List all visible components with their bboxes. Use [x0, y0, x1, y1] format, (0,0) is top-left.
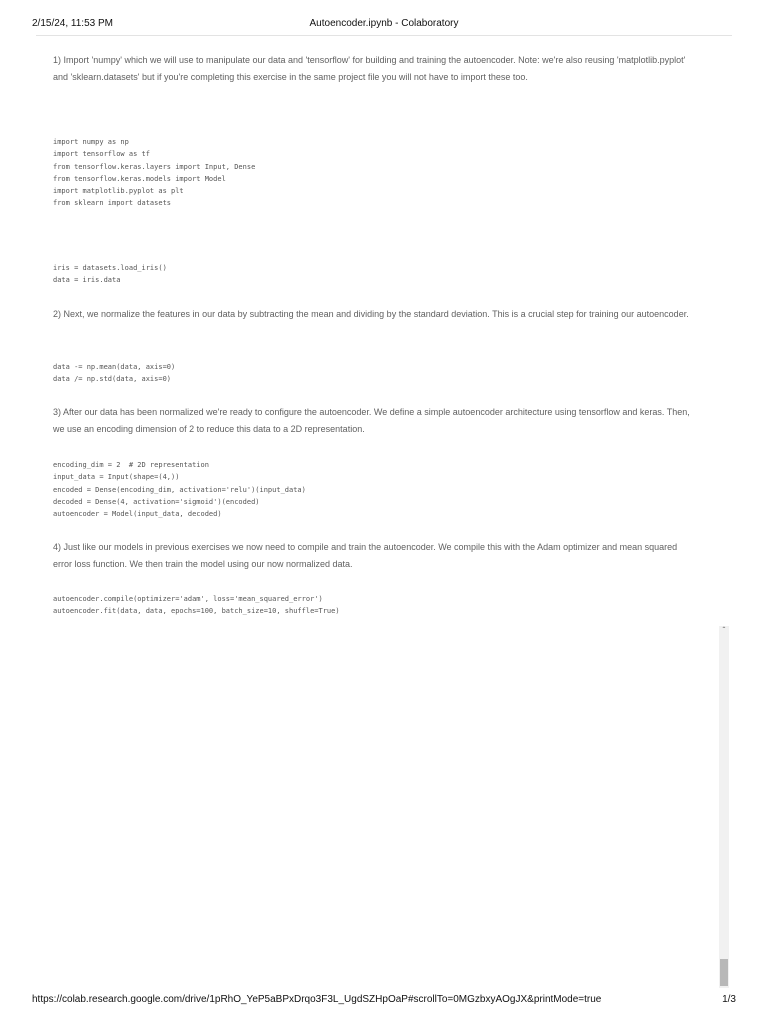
code-cell-compile-fit[interactable]: autoencoder.compile(optimizer='adam', loss='mean_squared_error') autoencoder.fit(data, data, epochs=100, batch_size=10, shuffle=True): [53, 595, 340, 616]
print-footer: [32, 994, 736, 1008]
text-cell-train-instructions: 4) Just like our models in previous exercises we now need to compile and train the autoencoder. We compile this with the Adam optimizer and mean squared error loss function. We then train the model using our now normalized data.: [53, 542, 678, 569]
print-header: [32, 18, 736, 32]
header-divider: [36, 35, 732, 36]
scrollbar-thumb[interactable]: [720, 959, 728, 986]
print-datetime: 2/15/24, 11:53 PM: [32, 18, 113, 29]
code-cell-imports[interactable]: import numpy as np import tensorflow as tf from tensorflow.keras.layers import Input, Dense from tensorflow.keras.models import Model import matplotlib.pyplot as plt from sklearn import datasets: [53, 138, 256, 208]
caret-up-icon[interactable]: ˆ: [722, 626, 726, 635]
page-number: 1/3: [722, 994, 736, 1005]
code-cell-normalize[interactable]: data -= np.mean(data, axis=0) data /= np.std(data, axis=0): [53, 363, 176, 384]
document-title: Autoencoder.ipynb - Colaboratory: [309, 18, 459, 29]
text-cell-import-instructions: 1) Import 'numpy' which we will use to manipulate our data and 'tensorflow' for building and training the autoencoder. Note: we're also reusing 'matplotlib.pyplot' and 'sklearn.datasets' but if you're completing this exercise in the same project file you will not have to import these too.: [53, 55, 686, 82]
code-cell-load-iris[interactable]: iris = datasets.load_iris() data = iris.data: [53, 264, 167, 285]
text-cell-configure-instructions: 3) After our data has been normalized we're ready to configure the autoencoder. We define a simple autoencoder architecture using tensorflow and keras. Then, we use an encoding dimension of 2 to reduce this data to a 2D representation.: [53, 407, 690, 434]
text-cell-normalize-instructions: 2) Next, we normalize the features in our data by subtracting the mean and dividing by the standard deviation. This is a crucial step for training our autoencoder.: [53, 309, 689, 319]
output-scrollbar[interactable]: [719, 626, 729, 988]
code-cell-autoencoder-model[interactable]: encoding_dim = 2 # 2D representation input_data = Input(shape=(4,)) encoded = Dense(encoding_dim, activation='relu')(input_data) decoded = Dense(4, activation='sigmoid')(encoded) autoencoder = Model(input_data, decoded): [53, 461, 306, 519]
page-url: https://colab.research.google.com/drive/1pRhO_YeP5aBPxDrqo3F3L_UgdSZHpOaP#scrollTo=0MGzbxyAOgJX&printMode=true: [32, 994, 602, 1005]
